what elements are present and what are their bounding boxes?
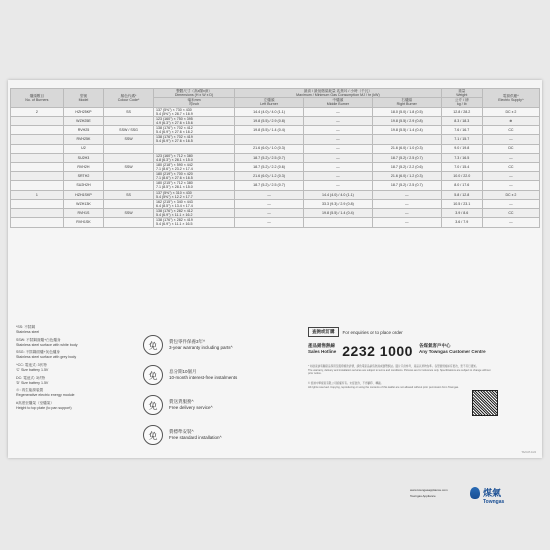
- table-cell-middle: —: [303, 135, 372, 144]
- table-cell-right: 18.0 (5.0) / 1.8 (0.5): [372, 107, 441, 116]
- table-cell-weight: 3.6 / 7.9: [441, 218, 482, 227]
- hotline-row: [308, 343, 538, 359]
- legend-item: SSW: 不銹鋼面爐+白色爐身 Stainless steel surface with white body: [16, 337, 78, 347]
- table-cell-model: U2: [63, 144, 103, 153]
- social-link[interactable]: Towngas Appliance: [410, 494, 436, 498]
- table-cell-right: 18.7 (5.2) / 2.5 (0.7): [372, 153, 441, 162]
- table-cell-burners: [11, 153, 64, 162]
- table-cell-right: 19.8 (5.5) / 2.9 (0.8): [372, 116, 441, 125]
- table-cell-supply: —: [482, 153, 539, 162]
- table-cell-left: 18.7 (5.2) / 2.5 (0.7): [235, 153, 304, 162]
- table-cell-dim: 138 (176") × 702 × 412 5.4 (6.9") × 27.6 × 16.2: [153, 126, 234, 135]
- free-badge-icon: 免: [143, 335, 163, 355]
- service-item: [143, 390, 293, 420]
- qr-code-icon: [472, 390, 498, 416]
- table-cell-middle: —: [303, 116, 372, 125]
- table-cell-left: [235, 135, 304, 144]
- table-row: [11, 153, 540, 162]
- table-cell-colour: SS: [104, 107, 154, 116]
- table-cell-supply: —: [482, 199, 539, 208]
- table-cell-colour: SS: [104, 190, 154, 199]
- header-dimensions-unit: 毫米mm 吋inch: [153, 98, 234, 107]
- table-cell-middle: 19.8 (5.5) / 1.4 (0.4): [303, 209, 372, 218]
- service-item: [143, 330, 293, 360]
- table-cell-middle: —: [303, 162, 372, 171]
- table-cell-middle: 14.4 (4.0) / 4.0 (1.1): [303, 190, 372, 199]
- copyright: © 香港中華煤氣有限公司版權所有。未經准許，不得翻印、轉載。 All rights reserved. Copying, reproducing or using the contents of this leaflet are not allowed without prior permission from Towngas.: [308, 381, 459, 389]
- table-cell-dim: 162 (215") × 340 × 443 6.4 (8.5") × 13.4 × 17.4: [153, 199, 234, 208]
- table-cell-dim: 137 (5⅜") × 730 × 430 5.4 (5⅜") × 28.7 × 16.9: [153, 107, 234, 116]
- table-cell-dim: 123 (160") × 750 × 395 4.9 (6.3") × 27.6 × 15.6: [153, 116, 234, 125]
- table-cell-middle: —: [303, 172, 372, 181]
- hotline-number[interactable]: 2232 1000: [342, 343, 413, 359]
- table-cell-supply: —: [482, 218, 539, 227]
- table-cell-middle: —: [303, 181, 372, 190]
- legend: [16, 325, 136, 414]
- table-cell-burners: 1: [11, 190, 64, 199]
- table-cell-colour: SSW: [104, 135, 154, 144]
- table-cell-middle: [303, 218, 372, 227]
- table-cell-burners: [11, 116, 64, 125]
- customer-centre: 各煤氣客戶中心 Any Towngas Customer Centre: [418, 343, 486, 354]
- table-cell-model: RVH25K: [63, 135, 103, 144]
- table-cell-left: —: [235, 199, 304, 208]
- table-cell-weight: 8.3 / 18.3: [441, 116, 482, 125]
- fineprint: ^ 如欲查詢有關產品保用及服務條款詳情，請致電產品銷售熱線或瀏覽網站。圖片只供參考，產品以實物為準。各型號規格如有更改，恕不另行通知。 The warranty, delivery and installation services are subject to terms and conditions. Pictures are for reference only. Specifications are subject to change without prior notice.: [308, 365, 491, 376]
- table-cell-dim: 123 (160") × 712 × 380 4.8 (6.3") × 28.1 × 15.0: [153, 153, 234, 162]
- table-cell-burners: [11, 218, 64, 227]
- table-cell-model: SU2H2H: [63, 181, 103, 190]
- header-colour: 顏色代碼* Colour Code*: [104, 89, 154, 108]
- shop-link[interactable]: www.towngasappliance.com: [410, 488, 448, 492]
- table-cell-weight: 9.0 / 19.8: [441, 144, 482, 153]
- table-row: [11, 190, 540, 199]
- table-row: [11, 172, 540, 181]
- table-cell-burners: [11, 144, 64, 153]
- service-text: 費送貨服務^ Free delivery service^: [169, 399, 213, 410]
- table-row: [11, 218, 540, 227]
- table-cell-model: RVH1S: [63, 209, 103, 218]
- service-text: 費包零件保養3年^ 3-year warranty including parts^: [169, 339, 233, 350]
- page-code: TA/CAT-1/24: [521, 451, 536, 454]
- header-model: 型號 Model: [63, 89, 103, 108]
- logo-english: Towngas: [483, 499, 505, 505]
- table-cell-burners: [11, 172, 64, 181]
- table-cell-burners: [11, 199, 64, 208]
- table-cell-weight: 5.8 / 12.8: [441, 190, 482, 199]
- table-cell-right: —: [372, 218, 441, 227]
- service-item: [143, 420, 293, 450]
- table-row: [11, 126, 540, 135]
- legend-item: DC: 電池式: 3伏特 'D' Size battery 1.5V: [16, 375, 49, 385]
- table-cell-middle: —: [303, 107, 372, 116]
- table-cell-colour: SSW / SSG: [104, 126, 154, 135]
- table-cell-dim: 180 (218") × 590 × 442 7.1 (8.6") × 23.2 × 17.4: [153, 162, 234, 171]
- table-cell-middle: —: [303, 144, 372, 153]
- table-cell-right: —: [372, 190, 441, 199]
- logo-chinese: 煤氣: [483, 489, 502, 499]
- table-cell-colour: [104, 218, 154, 227]
- table-cell-supply: DC x 2: [482, 107, 539, 116]
- table-cell-left: 21.6 (6.0) / 1.2 (0.3): [235, 172, 304, 181]
- table-cell-burners: [11, 209, 64, 218]
- table-cell-burners: 2: [11, 107, 64, 116]
- table-cell-dim: 138 (176") × 282 × 419 5.4 (6.9") × 11.1 × 16.5: [153, 218, 234, 227]
- table-cell-burners: [11, 126, 64, 135]
- enquiry-bar: [308, 327, 538, 337]
- table-cell-right: 21.6 (6.0) / 1.0 (0.3): [372, 144, 441, 153]
- free-badge-icon: 免: [143, 425, 163, 445]
- table-cell-weight: 12.8 / 28.2: [441, 107, 482, 116]
- legend-item: SSG: 不銹鋼面爐+灰色爐身 Stainless steel surface with grey body: [16, 350, 77, 360]
- table-cell-supply: CC: [482, 162, 539, 171]
- table-row: [11, 116, 540, 125]
- table-cell-right: —: [372, 209, 441, 218]
- header-weight: 重量 Weight: [441, 89, 482, 98]
- legend-item: *SS: 不銹鋼 Stainless steel: [16, 325, 40, 334]
- table-cell-dim: 138 (176") × 282 × 412 5.4 (6.9") × 11.1 × 16.2: [153, 209, 234, 218]
- table-cell-model: RVH1SK: [63, 218, 103, 227]
- table-cell-weight: 10.5 / 23.1: [441, 199, 482, 208]
- service-item: [143, 360, 293, 390]
- table-cell-right: —: [372, 199, 441, 208]
- table-cell-burners: [11, 135, 64, 144]
- table-cell-model: RVH25: [63, 126, 103, 135]
- table-cell-colour: SSW: [104, 162, 154, 171]
- services-list: [143, 330, 293, 450]
- table-cell-supply: —: [482, 172, 539, 181]
- table-cell-model: SRTH2: [63, 172, 103, 181]
- table-cell-right: 19.8 (5.5) / 1.4 (0.4): [372, 126, 441, 135]
- table-row: [11, 135, 540, 144]
- table-cell-left: 18.7 (5.2) / 2.2 (0.6): [235, 162, 304, 171]
- table-cell-left: —: [235, 209, 304, 218]
- table-cell-right: [372, 135, 441, 144]
- table-row: [11, 181, 540, 190]
- table-cell-colour: [104, 199, 154, 208]
- table-cell-right: 18.7 (5.2) / 2.5 (0.7): [372, 181, 441, 190]
- table-cell-left: 14.4 (4.0) / 4.0 (1.1): [235, 107, 304, 116]
- table-cell-middle: —: [303, 126, 372, 135]
- table-cell-weight: 7.0 / 15.4: [441, 162, 482, 171]
- table-cell-model: SU2H3: [63, 153, 103, 162]
- table-cell-burners: [11, 181, 64, 190]
- table-cell-model: HZH25KP: [63, 107, 103, 116]
- table-cell-supply: —: [482, 135, 539, 144]
- free-badge-icon: 免: [143, 365, 163, 385]
- free-badge-icon: 免: [143, 395, 163, 415]
- table-cell-left: 19.8 (5.5) / 1.4 (0.4): [235, 126, 304, 135]
- table-cell-weight: 10.0 / 22.0: [441, 172, 482, 181]
- table-cell-colour: [104, 181, 154, 190]
- table-row: [11, 107, 540, 116]
- table-cell-middle: 33.3 (9.3) / 2.9 (0.8): [303, 199, 372, 208]
- table-row: [11, 209, 540, 218]
- table-cell-supply: —: [482, 181, 539, 190]
- table-cell-weight: 7.1 / 15.7: [441, 135, 482, 144]
- table-cell-dim: 180 (215") × 712 × 380 7.1 (8.5") × 28.1 × 15.0: [153, 181, 234, 190]
- table-cell-colour: [104, 153, 154, 162]
- table-cell-right: 21.6 (6.0) / 1.2 (0.3): [372, 172, 441, 181]
- table-cell-left: —: [235, 218, 304, 227]
- table-cell-weight: 7.6 / 16.7: [441, 126, 482, 135]
- table-cell-weight: 7.3 / 16.5: [441, 153, 482, 162]
- table-cell-right: 18.7 (5.2) / 2.2 (0.6): [372, 162, 441, 171]
- table-row: [11, 162, 540, 171]
- header-dimensions: 整體尺寸（高x闊x深） Dimensions (H x W x D): [153, 89, 234, 98]
- table-row: [11, 199, 540, 208]
- table-cell-left: 19.8 (5.5) / 2.9 (0.8): [235, 116, 304, 125]
- service-text: 息分期10個月 10-month interest-free instalments: [169, 369, 238, 380]
- table-cell-left: 21.6 (6.0) / 1.0 (0.3): [235, 144, 304, 153]
- table-cell-model: WZH25E: [63, 116, 103, 125]
- table-cell-colour: [104, 172, 154, 181]
- table-cell-left: 18.7 (5.2) / 2.5 (0.7): [235, 181, 304, 190]
- table-cell-left: —: [235, 190, 304, 199]
- table-cell-colour: [104, 144, 154, 153]
- legend-item: ⊕: 再生能源裝置 Regenerative electric energy module: [16, 388, 75, 398]
- enquiry-text: For enquiries or to place order: [342, 329, 403, 335]
- legend-item: #高度至爐架（至爐架） Height to top plate (to pan support): [16, 401, 72, 410]
- header-weight-unit: 公斤 / 磅 kg / lb: [441, 98, 482, 107]
- footer-links: [410, 488, 448, 500]
- table-cell-colour: [104, 116, 154, 125]
- hotline-label: 產品銷售熱線 Sales Hotline: [308, 343, 337, 354]
- table-cell-dim: 137 (5⅜") × 310 × 430 5.4 (5⅜") × 12.2 × 17.7: [153, 190, 234, 199]
- table-cell-model: HZH1SKP: [63, 190, 103, 199]
- leaflet-page: [8, 80, 542, 505]
- table-cell-dim: 180 (219") × 700 × 420 7.1 (8.6") × 27.6 × 16.5: [153, 172, 234, 181]
- header-consumption: 最高 / 最低燃氣耗量 兆焦耳 / 小時（千瓦） Maximum / Minimum Gas Consumption MJ / hr (kW): [235, 89, 442, 98]
- table-cell-weight: 8.0 / 17.6: [441, 181, 482, 190]
- header-supply: 電源供應^ Electric Supply^: [482, 89, 539, 108]
- spec-table: [10, 88, 540, 228]
- header-middle-burner: 中爐頭 Middle Burner: [303, 98, 372, 107]
- table-cell-weight: 3.9 / 8.6: [441, 209, 482, 218]
- header-burners: 爐頭數目 No. of Burners: [11, 89, 64, 108]
- table-cell-model: WZH13K: [63, 199, 103, 208]
- table-cell-supply: CC: [482, 209, 539, 218]
- header-left-burner: 左爐頭 Left Burner: [235, 98, 304, 107]
- table-cell-model: RVH2H: [63, 162, 103, 171]
- table-cell-middle: —: [303, 153, 372, 162]
- table-cell-dim: [153, 144, 234, 153]
- service-text: 費標準安裝^ Free standard installation^: [169, 429, 222, 440]
- table-cell-supply: CC: [482, 126, 539, 135]
- table-row: [11, 144, 540, 153]
- enquiry-box: 查詢或訂購: [308, 327, 339, 337]
- header-right-burner: 右爐頭 Right Burner: [372, 98, 441, 107]
- towngas-logo: [470, 486, 522, 505]
- flame-icon: [470, 487, 480, 499]
- table-cell-burners: [11, 162, 64, 171]
- table-cell-dim: 138 (176") × 702 × 419 5.4 (6.9") × 27.6 × 16.5: [153, 135, 234, 144]
- table-cell-supply: DC x 2: [482, 190, 539, 199]
- contact-block: [308, 327, 538, 389]
- table-cell-colour: SSW: [104, 209, 154, 218]
- table-cell-supply: ⊕: [482, 116, 539, 125]
- table-cell-supply: DC: [482, 144, 539, 153]
- legend-item: ^CC: 電池式: 3伏特 'C' Size battery 1.5V: [16, 363, 49, 372]
